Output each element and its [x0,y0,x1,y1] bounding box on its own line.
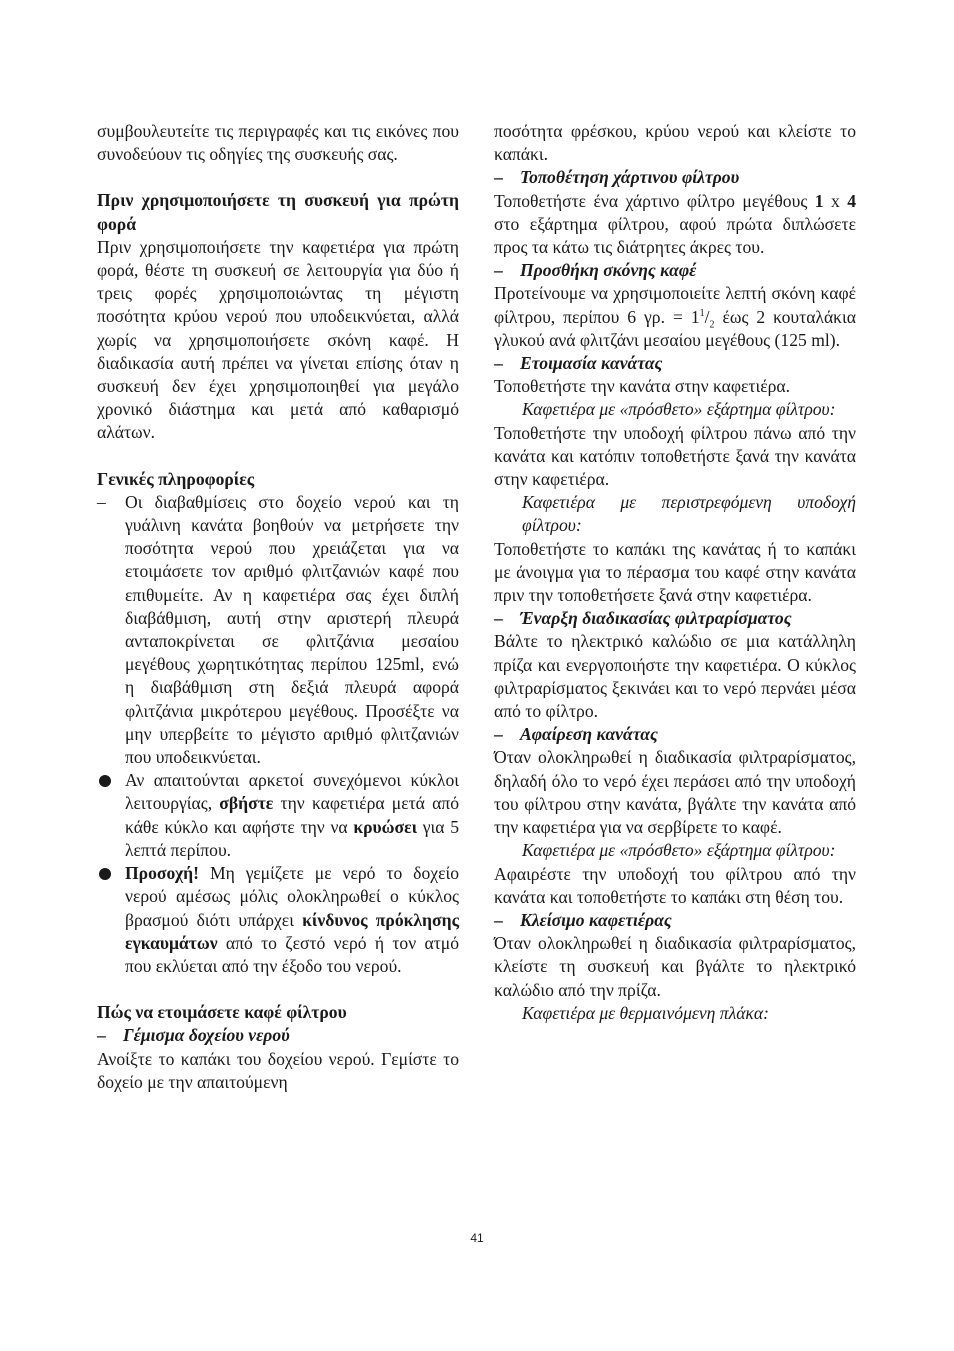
remove-jug-subheading [494,723,856,746]
bullet-text: για 5 λεπτά περίπου. [125,816,459,860]
bullet-text: από το ζεστό νερό ή τον ατμό που εκλύεται από την έξοδο του νερού. [125,932,459,976]
left-column [97,120,459,1094]
bullet-icon [99,868,111,880]
graduation-text: Οι διαβαθμίσεις στο δοχείο νερού και τη γυάλινη κανάτα βοηθούν να μετρήσετε την ποσότητα νερού που χρειάζεται για να ετοιμάσετε τον αριθμό φλιτζανιών καφέ που επιθυμείτε. Αν η καφετιέρα σας έχει διπλή διαβάθμιση, αυτή στην αριστερή πλευρά ανταποκρίνεται σε φλιτζάνια μεσαίου μεγέθους χωρητικότητας περίπου 125ml, ενώ η διαβάθμιση στη δεξιά πλευρά αφορά φλιτζάνια μικρότερου μεγέθους. Προσέξτε να μην υπερβείτε το μέγιστο αριθμό φλιτζανιών που υποδεικνύεται. [125,491,459,768]
intro-paragraph: συμβουλευτείτε τις περιγραφές και τις εικόνες που συνοδεύουν τις οδηγίες της συσκευής σας. [97,121,459,165]
subheading-text: Γέμισμα δοχείου νερού [123,1025,290,1046]
first-use-text: Πριν χρησιμοποιήσετε την καφετιέρα για πρώτη φορά, θέστε τη συσκευή σε λειτουργία για δύο ή τρεις φορές χρησιμοποιώντας τη μέγιστη ποσότητα κρύου νερού που υποδεικνύεται, αλλά χωρίς να χρησιμοποιήσετε σκόνη καφέ. Η διαδικασία αυτή πρέπει να γίνεται επίσης όταν η συσκευή δεν έχει χρησιμοποιηθεί για μεγάλο χρονικό διάστημα και μετά από καθαρισμό αλάτων. [97,236,459,443]
dash-marker: – [97,491,106,512]
text: Τοποθετήστε ένα χάρτινο φίλτρο μεγέθους [494,190,815,211]
general-info-heading: Γενικές πληροφορίες [97,468,255,489]
swivel-filter-note: Καφετιέρα με περιστρεφόμενη υποδοχή φίλτρου: [522,492,856,536]
fill-tank-text: Ανοίξτε το καπάκι του δοχείου νερού. Γεμίστε το δοχείο με την απαιτούμενη [97,1048,459,1092]
remove-jug-text: Όταν ολοκληρωθεί η διαδικασία φιλτραρίσματος, δηλαδή όλο το νερό έχει περάσει από την υποδοχή του φίλτρου στην κανάτα, βγάλτε την κανάτα από την καφετιέρα για να σερβίρετε το καφέ. [494,747,856,838]
coffee-powder-text [494,282,856,352]
subheading-text: Τοποθέτηση χάρτινου φίλτρου [520,167,740,188]
switch-off-subheading [494,909,856,932]
addon-filter-note: Καφετιέρα με «πρόσθετο» εξάρτημα φίλτρου: [522,399,836,420]
list-item [97,769,459,862]
page-number: 41 [470,1231,484,1245]
dash-marker: – [97,1025,106,1046]
bold-text: κρυώσει [353,816,418,837]
fraction-denominator: 2 [709,319,715,331]
subheading-text: Έναρξη διαδικασίας φιλτραρίσματος [520,608,792,629]
swivel-filter-text: Τοποθετήστε το καπάκι της κανάτας ή το καπάκι με άνοιγμα για το πέρασμα του καφέ στην κανάτα πριν την τοποθετήσετε ξανά στην καφετιέρα. [494,538,856,606]
bullet-text: την καφετιέρα μετά από κάθε κύκλο και αφήστε την να [125,793,459,837]
text: x [823,190,848,211]
text: Προτείνουμε να χρησιμοποιείτε λεπτή σκόνη καφέ φίλτρου, περίπου 6 γρ. = 1 [494,283,856,327]
switch-off-text: Όταν ολοκληρωθεί η διαδικασία φιλτραρίσματος, κλείστε τη συσκευή και βγάλτε το ηλεκτρικό καλώδιο από την πρίζα. [494,933,856,1000]
remove-addon-note: Καφετιέρα με «πρόσθετο» εξάρτημα φίλτρου: [522,840,836,861]
list-item [97,491,459,769]
text: έως 2 κουταλάκια γλυκού ανά φλιτζάνι μεσαίου μεγέθους (125 ml). [494,306,856,350]
dash-marker: – [494,167,503,188]
fill-tank-subheading [97,1024,459,1047]
start-text: Βάλτε το ηλεκτρικό καλώδιο σε μια κατάλληλη πρίζα και ενεργοποιήστε την καφετιέρα. Ο κύκλος φιλτραρίσματος ξεκινάει και το νερό περνάει μέσα από το φίλτρο. [494,631,856,722]
coffee-powder-subheading [494,259,856,282]
warning-label: Προσοχή! [125,863,200,884]
bullet-icon [99,775,111,787]
bold-text: κίνδυνος πρόκλησης εγκαυμάτων [125,909,460,953]
paper-filter-text [494,190,856,260]
addon-filter-text: Τοποθετήστε την υποδοχή φίλτρου πάνω από την κανάτα και κατόπιν τοποθετήστε ξανά την κανάτα στην καφετιέρα. [494,422,856,490]
text: στο εξάρτημα φίλτρου, αφού πρώτα διπλώσετε προς τα κάτω τις διάτρητες άκρες του. [494,213,856,258]
dash-marker: – [494,608,503,629]
jug-subheading [494,352,856,375]
right-column [494,120,856,1025]
remove-addon-text: Αφαιρέστε την υποδοχή του φίλτρου από την κανάτα και τοποθετήστε το καπάκι στη θέση του. [494,863,856,907]
bold-text: 1 [814,190,824,211]
subheading-text: Ετοιμασία κανάτας [520,353,663,374]
jug-text: Τοποθετήστε την κανάτα στην καφετιέρα. [494,376,791,397]
start-subheading [494,607,856,630]
dash-marker: – [494,260,503,281]
bold-text: σβήστε [219,793,274,814]
dash-marker: – [494,909,503,930]
subheading-text: Κλείσιμο καφετιέρας [520,909,672,930]
subheading-text: Προσθήκη σκόνης καφέ [520,260,697,281]
list-item [97,862,459,978]
first-use-heading: Πριν χρησιμοποιήσετε τη συσκευή για πρώτη φορά [97,190,459,234]
paper-filter-subheading [494,166,856,189]
subheading-text: Αφαίρεση κανάτας [520,724,658,745]
filter-coffee-heading: Πώς να ετοιμάσετε καφέ φίλτρου [97,1002,347,1023]
fraction-numerator: 1 [699,307,705,319]
bullet-text: Αν απαιτούνται αρκετοί συνεχόμενοι κύκλοι λειτουργίας, [125,770,459,814]
continued-text: ποσότητα φρέσκου, κρύου νερού και κλείστε το καπάκι. [494,121,856,165]
dash-marker: – [494,724,503,745]
fraction-slash: / [704,306,710,327]
bold-text: 4 [847,190,857,211]
hotplate-note: Καφετιέρα με θερμαινόμενη πλάκα: [522,1002,769,1023]
bullet-text: Μη γεμίζετε με νερό το δοχείο νερού αμέσως μόλις ολοκληρωθεί ο κύκλος βρασμού διότι υπάρχει [125,863,459,930]
dash-marker: – [494,353,503,374]
